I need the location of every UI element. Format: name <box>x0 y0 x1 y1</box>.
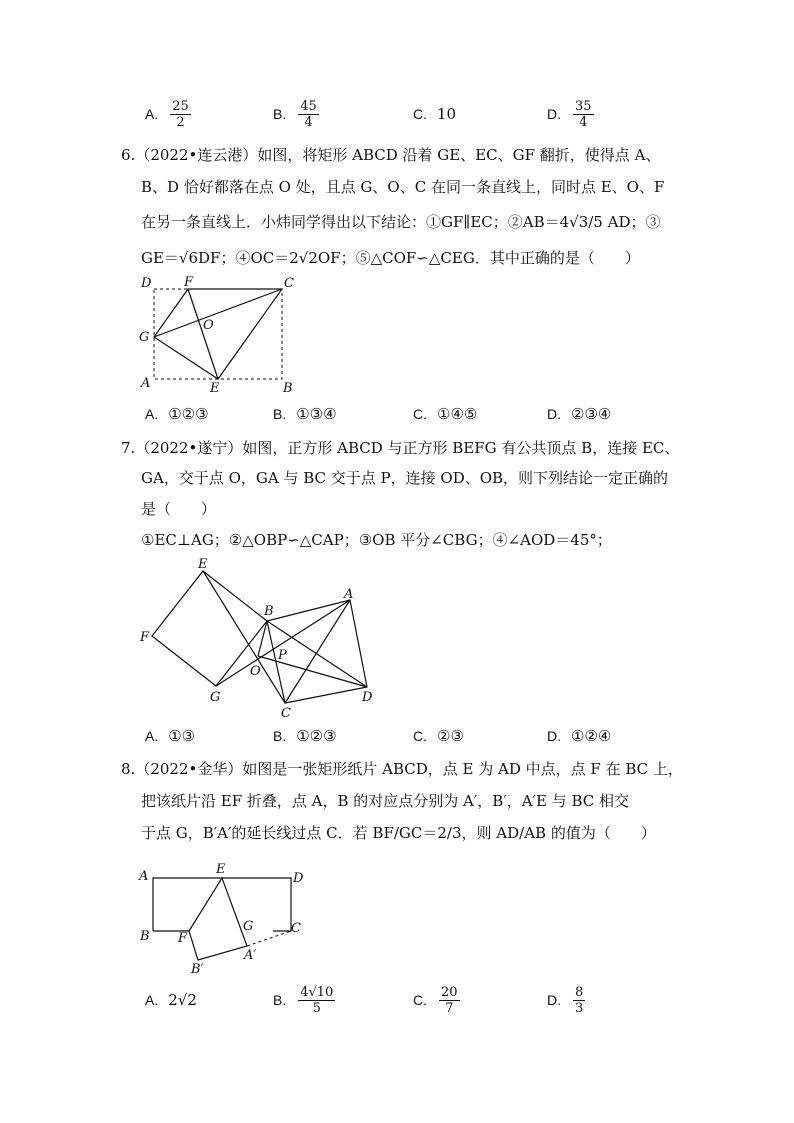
q5-option-a: A. $\frac{25}{2}$ <box>145 98 189 130</box>
q6-line-2: B、D 恰好都落在点 O 处，且点 G、O、C 在同一条直线上，同时点 E、O、F <box>141 178 665 196</box>
q7-line-1: 7.（2022•遂宁）如图，正方形 ABCD 与正方形 BEFG 有公共顶点 B，连接 EC、 <box>121 439 680 457</box>
line-gc <box>154 289 282 337</box>
q6-option-c: C. ①④⑤ <box>413 405 478 423</box>
label-a: A <box>344 587 354 602</box>
q8-option-a: A. 2√2 <box>145 991 197 1009</box>
q8-line-1: 8.（2022•金华）如图是一张矩形纸片 ABCD，点 E 为 AD 中点，点 F 在 BC 上， <box>121 760 683 778</box>
line-od <box>258 656 367 687</box>
q5-options <box>145 96 705 132</box>
line-ec <box>203 571 285 703</box>
diagonal-ca <box>285 600 350 703</box>
q8-figure <box>136 860 316 980</box>
label-f: F <box>140 630 150 645</box>
q6-option-d: D. ②③④ <box>547 405 612 423</box>
label-f: F <box>178 931 188 946</box>
label-g: G <box>139 330 150 345</box>
q7-option-a: A. ①③ <box>145 727 196 745</box>
q5-option-b: B. $\frac{45}{4}$ <box>273 98 317 130</box>
q8-options <box>145 982 705 1018</box>
q8-option-b: B. $\frac{4√10}{5}$ <box>273 984 334 1016</box>
q6-option-a: A. ①②③ <box>145 405 209 423</box>
fraction: $\frac{4√10}{5}$ <box>300 984 334 1016</box>
q7-options <box>145 718 705 754</box>
fraction: $\frac{8}{3}$ <box>575 984 584 1016</box>
label-p: P <box>278 648 287 663</box>
rectangle-abcd <box>154 289 282 379</box>
fraction: $\frac{35}{4}$ <box>575 98 592 130</box>
folded-part <box>189 878 247 960</box>
q7-option-c: C. ②③ <box>413 727 464 745</box>
q6-figure <box>138 275 298 395</box>
label-d: D <box>293 871 304 886</box>
q5-option-d: D. $\frac{35}{4}$ <box>547 98 592 130</box>
label-o: O <box>250 664 261 679</box>
fraction: $\frac{25}{2}$ <box>172 98 189 130</box>
label-g: G <box>210 690 221 705</box>
label-e: E <box>216 862 226 877</box>
label-f: F <box>184 275 194 290</box>
label-e: E <box>210 381 220 396</box>
fraction: $\frac{45}{4}$ <box>300 98 317 130</box>
label-c: C <box>281 706 291 721</box>
q8-line-2: 把该纸片沿 EF 折叠，点 A，B 的对应点分别为 A′，B′，A′E 与 BC 相交 <box>141 792 629 810</box>
line-ga <box>216 600 350 686</box>
label-a: A <box>141 376 151 391</box>
fraction: $\frac{20}{7}$ <box>441 984 458 1016</box>
label-c: C <box>291 921 301 936</box>
q6-options <box>145 396 705 432</box>
q7-option-d: D. ①②④ <box>547 727 612 745</box>
label-o: O <box>203 318 214 333</box>
label-a: A <box>139 869 149 884</box>
q6-line-1: 6.（2022•连云港）如图，将矩形 ABCD 沿着 GE、EC、GF 翻折，使得点 A、 <box>121 146 661 164</box>
label-b: B <box>283 381 293 396</box>
q7-line-3: 是（ ） <box>141 500 217 518</box>
rectangle-abcd <box>153 878 291 931</box>
q7-option-b: B. ①②③ <box>273 727 337 745</box>
label-a-prime: A′ <box>244 948 257 963</box>
label-g: G <box>243 919 254 934</box>
extension-a-c <box>247 931 291 946</box>
label-d: D <box>362 690 373 705</box>
label-c: C <box>284 276 294 291</box>
q5-option-c: C. 10 <box>413 105 457 123</box>
label-d: D <box>141 276 152 291</box>
label-b: B <box>140 929 150 944</box>
q6-line-4: GE＝√6DF；④OC＝2√2OF；⑤△COF∽△CEG．其中正确的是（ ） <box>141 249 640 267</box>
q6-option-b: B. ①③④ <box>273 405 337 423</box>
q7-line-2: GA，交于点 O，GA 与 BC 交于点 P，连接 OD、OB，则下列结论一定正确的 <box>141 469 669 487</box>
q8-option-d: D. $\frac{8}{3}$ <box>547 984 584 1016</box>
q6-line-3: 在另一条直线上．小炜同学得出以下结论：①GF∥EC；②AB＝4√3/5 AD；③ <box>141 213 661 231</box>
q7-line-4: ①EC⊥AG；②△OBP∽△CAP；③OB 平分∠CBG；④∠AOD＝45°； <box>141 531 612 549</box>
folded-quadrilateral <box>154 289 282 379</box>
label-b-prime: B′ <box>191 962 204 977</box>
line-fe <box>188 289 218 379</box>
q8-line-3: 于点 G，B′A′的延长线过点 C．若 BF/GC＝2/3，则 AD/AB 的值为（ ） <box>141 824 656 842</box>
label-e: E <box>198 557 208 572</box>
q7-figure <box>130 555 390 720</box>
q8-option-c: C. $\frac{20}{7}$ <box>413 984 458 1016</box>
label-b: B <box>264 604 274 619</box>
